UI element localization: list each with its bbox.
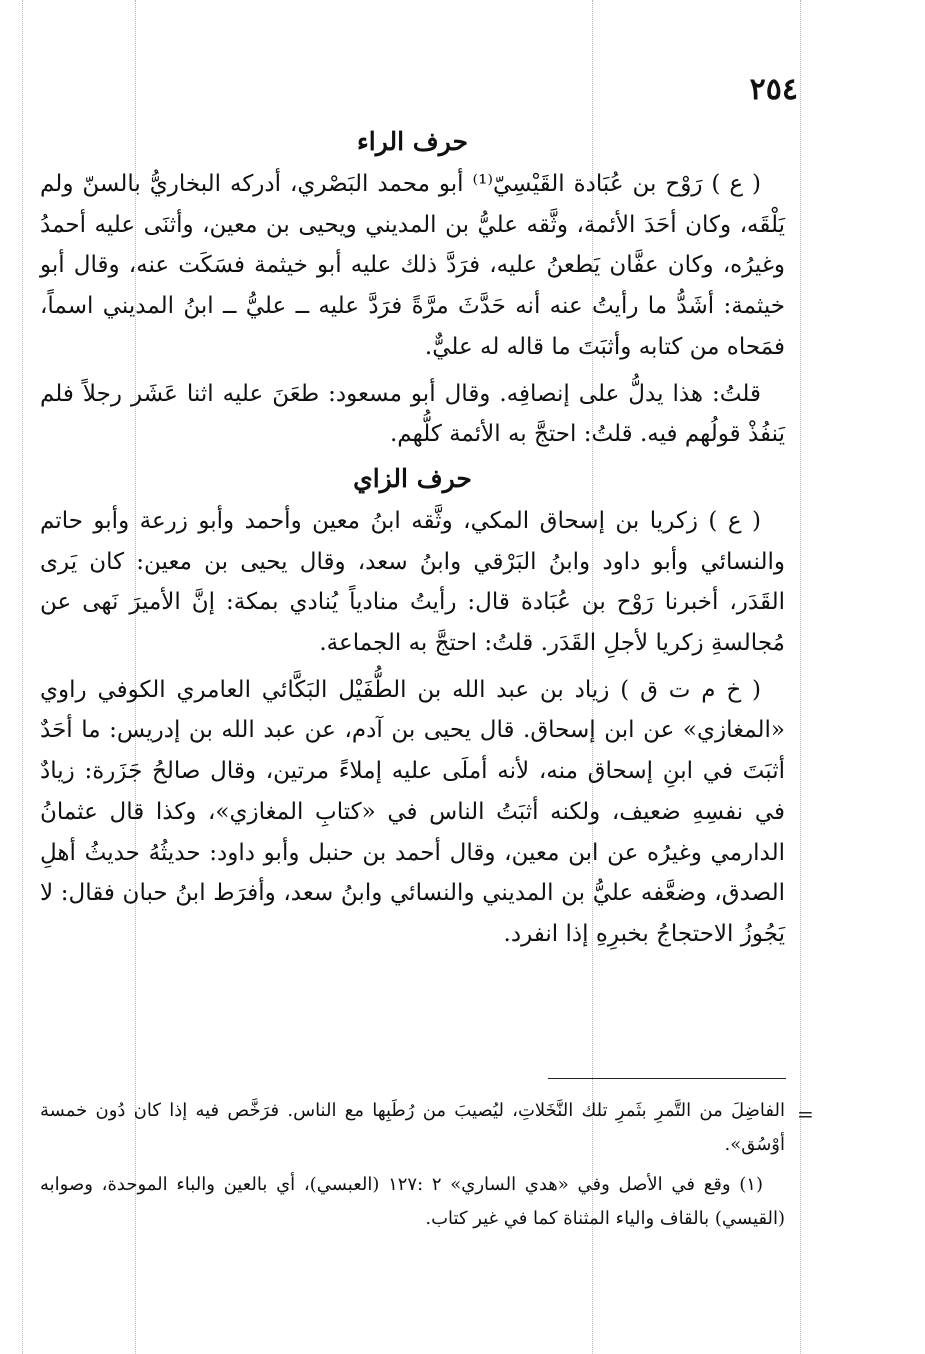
- footnote-1: (١) وقع في الأصل وفي «هدي الساري» ٢ :١٢٧ (العبسي)، أي بالعين والباء الموحدة، وصوابه (القيسي) بالقاف والياء المثناة كما في غير كتاب.: [40, 1174, 785, 1229]
- footnote-divider: [548, 1078, 786, 1079]
- footnote-continuation: الفاضِلَ من التَّمرِ بثَمرِ تلك النَّخَلاتِ، ليُصيبَ من رُطَبِها مع الناس. فرَخَّص فيه إذا كان دُون خمسة أوْسُق».: [40, 1100, 785, 1155]
- scan-fold-line: [800, 0, 801, 1354]
- entry-rawh-bin-ubada: ( ع ) رَوْح بن عُبَادة القَيْسِيّ⁽¹⁾ أبو محمد البَصْري، أدركه البخاريُّ بالسنّ ولم يَلْقَه، وكان أحَدَ الأئمة، وثَّقه عليُّ بن المديني ويحيى بن معين، وأثنَى عليه أحمدُ وغيرُه، وكان عفَّان يَطعنُ عليه، فرَدَّ ذلك عليه أبو خيثمة فسَكَت عنه، وقال أبو خيثمة: أشَدُّ ما رأيتُ عنه أنه حَدَّثَ مرَّةً فرَدَّ عليه ــ عليُّ ــ ابنُ المديني اسماً، فمَحاه من كتابه وأثبَتَ ما قاله له عليٌّ.: [40, 171, 785, 360]
- section-heading-ra: حرف الراء: [357, 127, 468, 156]
- main-text: [40, 120, 785, 955]
- footnote-continuation-marker: =: [797, 1102, 814, 1126]
- comment-rawh-bin-ubada: قلتُ: هذا يدلُّ على إنصافِه. وقال أبو مسعود: طعَنَ عليه اثنا عَشَر رجلاً فلم يَنفُذْ قولُهم فيه. قلتُ: احتجَّ به الأئمة كلُّهم.: [40, 380, 785, 448]
- entry-zakariya-bin-ishaq: ( ع ) زكريا بن إسحاق المكي، وثَّقه ابنُ معين وأحمد وأبو زرعة وأبو حاتم والنسائي وأبو داود وابنُ البَرْقي وابنُ سعد، وقال يحيى بن معين: كان يَرى القَدَر، أخبرنا رَوْح بن عُبَادة قال: رأيتُ منادياً يُنادي بمكة: إنَّ الأميرَ نَهى عن مُجالسةِ زكريا لأجلِ القَدَر. قلتُ: احتجَّ به الجماعة.: [40, 507, 785, 657]
- page-number: ٢٥٤: [749, 72, 798, 107]
- section-heading-zay: حرف الزاي: [353, 463, 472, 493]
- footnotes: [40, 1094, 785, 1236]
- scan-fold-line: [22, 0, 23, 1354]
- entry-ziyad-bin-abdullah: ( خ م ت ق ) زياد بن عبد الله بن الطُّفَيْل البَكَّائي العامري الكوفي راوي «المغازي» عن ابن إسحاق. قال يحيى بن آدم، عن عبد الله بن إدريس: ما أحَدٌ أثبَتَ في ابنِ إسحاق منه، لأنه أملَى عليه إملاءً مرتين، وقال صالحُ جَزَرة: زيادٌ في نفسِهِ ضعيف، ولكنه أثبَتُ الناس في «كتابِ المغازي»، وكذا قال عثمانُ الدارمي وغيرُه عن ابن معين، وقال أحمد بن حنبل وأبو داود: حديثُهُ حديثُ أهلِ الصدق، وضعَّفه عليُّ بن المديني والنسائي وابنُ سعد، وأفرَط ابنُ حبان فقال: لا يَجُوزُ الاحتجاجُ بخبرِهِ إذا انفرد.: [40, 676, 785, 947]
